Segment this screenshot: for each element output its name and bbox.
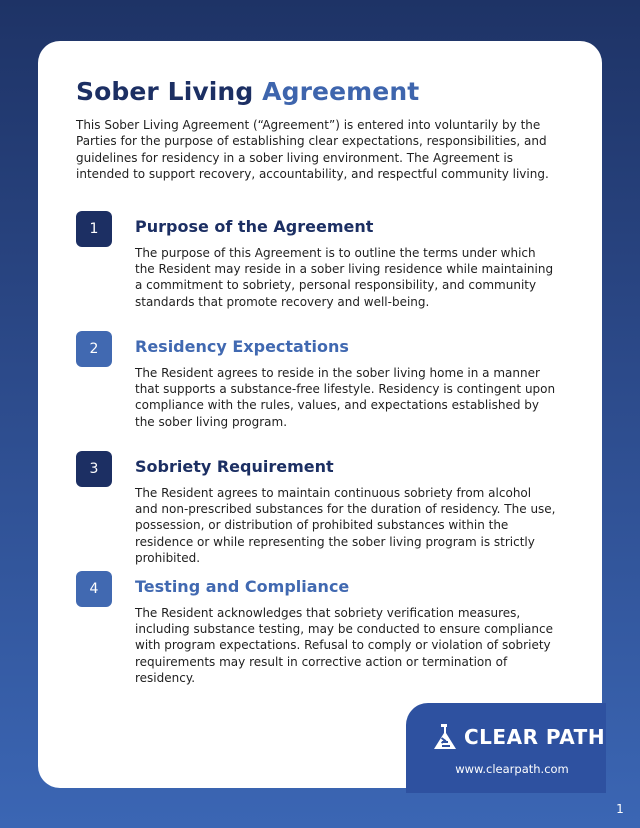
flask-icon	[432, 723, 458, 751]
section-body: The Resident acknowledges that sobriety verification measures, including substance testing, may be conducted to ensure compliance with program expectations. Refusal to comply or violation of sobriety requirements may result in corrective action or termination of residency.	[135, 606, 553, 685]
section-body: The Resident agrees to reside in the sober living home in a manner that supports a substance-free lifestyle. Residency is contingent upon compliance with the rules, values, and expectations established by the sober living program.	[135, 366, 556, 429]
section-title: Purpose of the Agreement	[135, 217, 374, 236]
section-number-badge: 1	[76, 211, 112, 247]
brand-name: CLEAR PATH	[464, 725, 606, 749]
brand-logo	[432, 722, 605, 752]
document-card	[38, 41, 602, 788]
section-body: The Resident agrees to maintain continuous sobriety from alcohol and non-prescribed substances for the duration of residency. The use, possession, or distribution of prohibited substances within the residence or while representing the sober living program is strictly prohibited.	[135, 486, 556, 565]
title-part-2: Agreement	[262, 77, 420, 106]
section-title: Testing and Compliance	[135, 577, 350, 596]
intro-paragraph: This Sober Living Agreement (“Agreement”) is entered into voluntarily by the Parties for the purpose of establishing clear expectations, responsibilities, and guidelines for residency in a sober living environment. The Agreement is intended to support recovery, accountability, and respectful community living.	[76, 118, 549, 182]
title-part-1: Sober Living	[76, 77, 254, 106]
website-link[interactable]: www.clearpath.com	[455, 762, 569, 776]
section-body: The purpose of this Agreement is to outline the terms under which the Resident may reside in a sober living residence while maintaining a commitment to sobriety, personal responsibility, and community standards that promote recovery and well-being.	[135, 246, 554, 309]
section-number-badge: 2	[76, 331, 112, 367]
section-title: Sobriety Requirement	[135, 457, 334, 476]
section-title: Residency Expectations	[135, 337, 349, 356]
section-number-badge: 4	[76, 571, 112, 607]
page-title	[76, 77, 419, 106]
section-number-badge: 3	[76, 451, 112, 487]
page-number: 1	[616, 802, 624, 816]
